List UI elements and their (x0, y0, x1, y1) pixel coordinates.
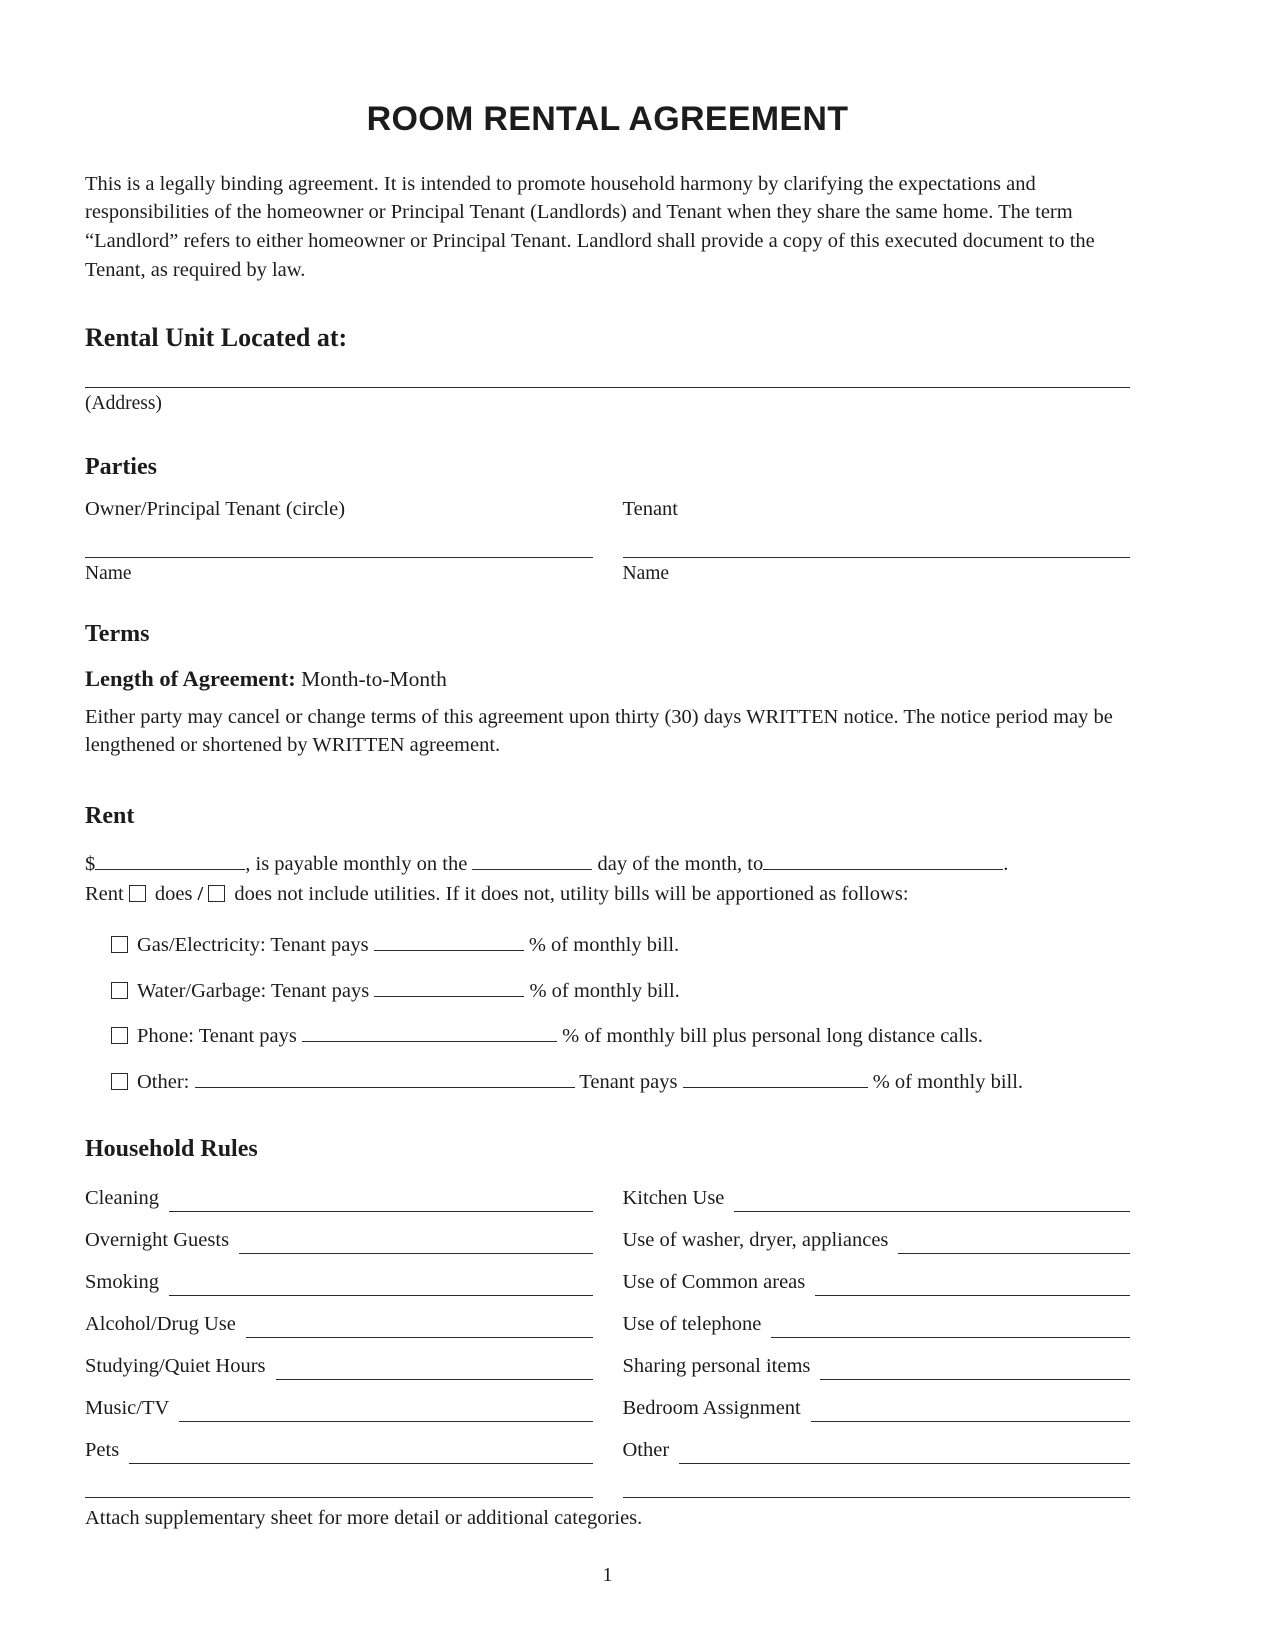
water-garbage-percent-blank[interactable] (374, 979, 524, 996)
rule-row-pets (85, 1422, 593, 1464)
rule-row-sharing-personal-items (623, 1338, 1131, 1380)
rule-row-music-tv (85, 1380, 593, 1422)
rule-label-cleaning: Cleaning (85, 1186, 160, 1209)
rule-label-smoking: Smoking (85, 1270, 160, 1293)
rent-does-label: does (154, 883, 193, 906)
length-of-agreement-label: Length of Agreement: (85, 666, 296, 692)
rule-label-alcohol-drug-use: Alcohol/Drug Use (85, 1312, 236, 1335)
address-label: (Address) (85, 392, 162, 414)
rule-label-studying-quiet-hours: Studying/Quiet Hours (85, 1354, 266, 1377)
intro-paragraph: This is a legally binding agreement. It is intended to promote household harmony by clarifying the expectations and responsibilities of the homeowner or Principal Tenant (Landlords) and Tenant when they share the same home. The term “Landlord” refers to either homeowner or Principal Tenant. Landlord shall provide a copy of this executed document to the Tenant, as required by law. (85, 172, 1095, 281)
rule-row-extra-right (623, 1464, 1131, 1498)
length-of-agreement-line (85, 663, 1130, 695)
rule-row-bedroom-assignment (623, 1380, 1131, 1422)
rule-label-telephone: Use of telephone (622, 1312, 762, 1335)
rental-unit-heading: Rental Unit Located at: (85, 323, 348, 353)
supplementary-note: Attach supplementary sheet for more detail or additional categories. (85, 1507, 643, 1530)
household-rules-grid (85, 1170, 1130, 1498)
phone-label: Phone: Tenant pays (137, 1025, 297, 1048)
phone-checkbox[interactable] (111, 1027, 128, 1044)
rent-payable-line (85, 850, 1130, 879)
utility-checkbox-list (85, 931, 1130, 1097)
gas-electricity-checkbox[interactable] (111, 936, 128, 953)
rent-payable-period: . (1003, 852, 1009, 875)
utility-row-phone (111, 1022, 1130, 1051)
rule-label-overnight-guests: Overnight Guests (85, 1228, 230, 1251)
rule-row-cleaning (85, 1170, 593, 1212)
rule-row-washer-dryer (623, 1212, 1131, 1254)
address-blank-line[interactable] (85, 387, 1130, 388)
parties-heading: Parties (85, 454, 157, 481)
utility-row-other (111, 1068, 1130, 1097)
rent-day-blank[interactable] (472, 852, 592, 869)
owner-name-label: Name (85, 563, 132, 585)
rule-label-other: Other (622, 1438, 670, 1461)
rent-payable-text-2: day of the month, to (597, 852, 764, 875)
tenant-column (623, 485, 1131, 588)
other-utility-checkbox[interactable] (111, 1073, 128, 1090)
rule-blank-extra-right[interactable] (623, 1496, 1131, 1498)
rent-slash: / (197, 883, 204, 906)
rule-row-smoking (85, 1254, 593, 1296)
other-utility-percent-blank[interactable] (683, 1071, 868, 1088)
rule-row-extra-left (85, 1464, 593, 1498)
rent-includes-text-1: Rent (85, 883, 124, 906)
rule-row-other (623, 1422, 1131, 1464)
tenant-name-label: Name (622, 563, 670, 585)
rule-label-music-tv: Music/TV (85, 1396, 170, 1419)
rent-currency-symbol: $ (85, 852, 96, 875)
rule-label-washer-dryer: Use of washer, dryer, appliances (622, 1228, 889, 1251)
other-utility-name-blank[interactable] (195, 1071, 575, 1088)
rule-row-alcohol-drug-use (85, 1296, 593, 1338)
utility-row-gas-electricity (111, 931, 1130, 960)
length-of-agreement-value: Month-to-Month (301, 667, 447, 692)
rent-does-checkbox[interactable] (129, 885, 146, 902)
rent-payable-text-1: , is payable monthly on the (245, 852, 468, 875)
document-title: ROOM RENTAL AGREEMENT (366, 100, 849, 138)
rent-heading: Rent (85, 803, 135, 830)
rent-includes-line (85, 880, 1130, 909)
rent-payee-blank[interactable] (763, 852, 1003, 869)
rule-blank-extra-left[interactable] (85, 1496, 593, 1498)
tenant-label: Tenant (622, 497, 678, 520)
household-rules-heading: Household Rules (85, 1135, 258, 1162)
terms-body: Either party may cancel or change terms of this agreement upon thirty (30) days WRITTEN notice. The notice period may be lengthened or shortened by WRITTEN agreement. (85, 705, 1113, 757)
rule-row-telephone (623, 1296, 1131, 1338)
parties-columns (85, 485, 1130, 588)
other-utility-label: Other: (137, 1071, 190, 1094)
terms-heading: Terms (85, 620, 150, 647)
water-garbage-checkbox[interactable] (111, 982, 128, 999)
utility-row-water-garbage (111, 977, 1130, 1006)
owner-label: Owner/Principal Tenant (circle) (85, 497, 346, 520)
rent-does-not-checkbox[interactable] (208, 885, 225, 902)
phone-suffix: % of monthly bill plus personal long distance calls. (562, 1025, 983, 1048)
owner-column (85, 485, 593, 588)
page-number: 1 (602, 1564, 613, 1587)
rent-amount-blank[interactable] (95, 852, 245, 869)
gas-electricity-percent-blank[interactable] (374, 934, 524, 951)
rent-includes-text-2: does not include utilities. If it does not, utility bills will be apportioned as follows: (234, 883, 909, 906)
owner-name-line[interactable] (85, 557, 593, 558)
rule-row-overnight-guests (85, 1212, 593, 1254)
gas-electricity-label: Gas/Electricity: Tenant pays (137, 934, 369, 957)
rule-label-sharing-personal-items: Sharing personal items (622, 1354, 811, 1377)
other-utility-suffix: % of monthly bill. (872, 1071, 1024, 1094)
other-utility-mid: Tenant pays (579, 1071, 678, 1094)
rule-label-common-areas: Use of Common areas (622, 1270, 806, 1293)
rule-label-pets: Pets (85, 1438, 120, 1461)
rule-row-common-areas (623, 1254, 1131, 1296)
tenant-name-line[interactable] (623, 557, 1131, 558)
water-garbage-label: Water/Garbage: Tenant pays (137, 979, 370, 1002)
rule-label-kitchen-use: Kitchen Use (622, 1186, 725, 1209)
rule-row-kitchen-use (623, 1170, 1131, 1212)
rule-label-bedroom-assignment: Bedroom Assignment (622, 1396, 801, 1419)
gas-electricity-suffix: % of monthly bill. (528, 934, 680, 957)
water-garbage-suffix: % of monthly bill. (529, 979, 680, 1002)
phone-percent-blank[interactable] (302, 1025, 557, 1042)
rule-row-studying-quiet-hours (85, 1338, 593, 1380)
